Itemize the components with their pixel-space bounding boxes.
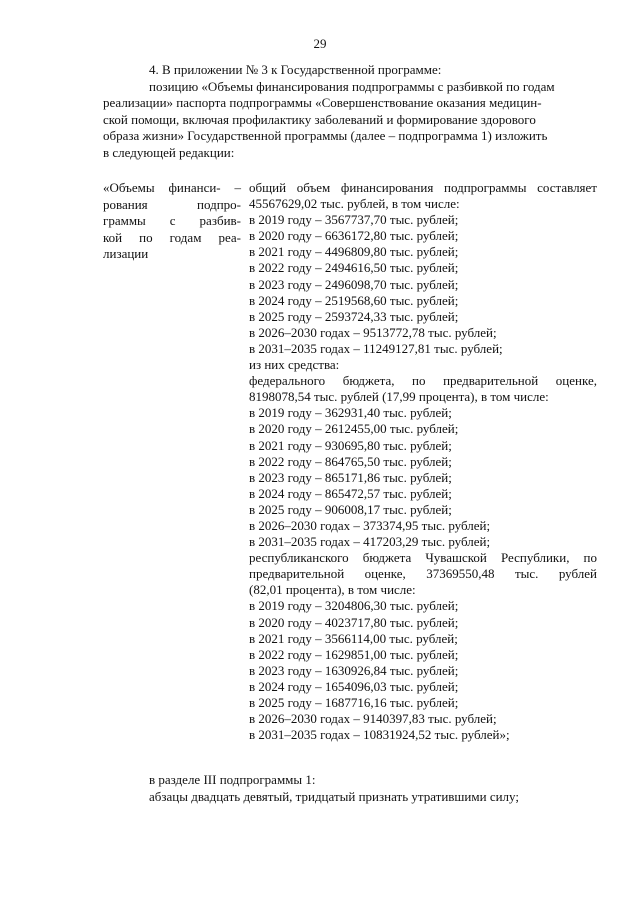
funding-line: в 2023 году – 2496098,70 тыс. рублей; <box>249 276 459 292</box>
intro-line: реализации» паспорта подпрограммы «Совершенствование оказания медицин- <box>103 95 542 110</box>
label-line: «Объемы финанси- – <box>103 180 241 195</box>
intro-line: 4. В приложении № 3 к Государственной программе: <box>149 62 442 77</box>
funding-line: (82,01 процента), в том числе: <box>249 582 416 598</box>
funding-line: в 2020 году – 2612455,00 тыс. рублей; <box>249 421 459 437</box>
funding-line: в 2025 году – 1687716,16 тыс. рублей; <box>249 695 459 710</box>
closing-line: абзацы двадцать девятый, тридцатый признать утратившими силу; <box>149 788 519 804</box>
funding-line: общий объем финансирования подпрограммы составляет <box>249 180 597 195</box>
funding-line: 8198078,54 тыс. рублей (17,99 процента), в том числе: <box>249 389 549 405</box>
funding-line: в 2025 году – 2593724,33 тыс. рублей; <box>249 308 459 324</box>
intro-line: ской помощи, включая профилактику заболеваний и формирование здорового <box>103 111 536 127</box>
funding-line: в 2025 году – 906008,17 тыс. рублей; <box>249 501 452 517</box>
funding-line: в 2023 году – 865171,86 тыс. рублей; <box>249 469 452 485</box>
funding-line: в 2021 году – 4496809,80 тыс. рублей; <box>249 244 459 260</box>
funding-line: в 2019 году – 3567737,70 тыс. рублей; <box>249 212 459 228</box>
funding-line: в 2020 году – 4023717,80 тыс. рублей; <box>249 614 459 630</box>
funding-line: в 2026–2030 годах – 9513772,78 тыс. рублей; <box>249 324 497 340</box>
funding-line: в 2031–2035 годах – 11249127,81 тыс. рублей; <box>249 340 503 356</box>
label-line: граммы с разбив- <box>103 213 241 228</box>
funding-line: в 2024 году – 865472,57 тыс. рублей; <box>249 485 452 501</box>
funding-line: в 2024 году – 2519568,60 тыс. рублей; <box>249 292 459 308</box>
funding-line: в 2024 году – 1654096,03 тыс. рублей; <box>249 678 459 694</box>
intro-line: в следующей редакции: <box>103 144 235 160</box>
funding-line: федерального бюджета, по предварительной оценке, <box>249 373 597 389</box>
funding-line: предварительной оценке, 37369550,48 тыс. рублей <box>249 566 597 582</box>
funding-line: в 2020 году – 6636172,80 тыс. рублей; <box>249 228 459 244</box>
funding-line: в 2021 году – 930695,80 тыс. рублей; <box>249 437 452 453</box>
closing-paragraph <box>149 772 599 805</box>
label-line: кой по годам реа- <box>103 229 241 245</box>
position-label <box>103 180 241 263</box>
funding-line: республиканского бюджета Чувашской Республики, по <box>249 550 597 566</box>
funding-line: в 2023 году – 1630926,84 тыс. рублей; <box>249 662 459 678</box>
funding-line: в 2022 году – 1629851,00 тыс. рублей; <box>249 646 459 662</box>
intro-line: позицию «Объемы финансирования подпрограммы с разбивкой по годам <box>149 78 555 94</box>
funding-line: в 2026–2030 годах – 373374,95 тыс. рублей; <box>249 517 491 533</box>
funding-details <box>249 180 597 743</box>
label-line: лизации <box>103 246 149 261</box>
funding-line: в 2026–2030 годах – 9140397,83 тыс. рублей; <box>249 711 497 727</box>
page-number: 29 <box>313 36 327 51</box>
funding-line: в 2019 году – 3204806,30 тыс. рублей; <box>249 598 459 614</box>
funding-line: в 2021 году – 3566114,00 тыс. рублей; <box>249 630 458 646</box>
funding-line: в 2031–2035 годах – 10831924,52 тыс. рублей»; <box>249 727 510 743</box>
closing-line: в разделе III подпрограммы 1: <box>149 772 316 787</box>
intro-paragraph <box>103 62 597 161</box>
funding-line: в 2031–2035 годах – 417203,29 тыс. рублей; <box>249 534 491 550</box>
intro-line: образа жизни» Государственной программы (далее – подпрограмма 1) изложить <box>103 128 548 143</box>
funding-line: 45567629,02 тыс. рублей, в том числе: <box>249 196 460 212</box>
funding-line: в 2019 году – 362931,40 тыс. рублей; <box>249 405 452 421</box>
funding-line: в 2022 году – 2494616,50 тыс. рублей; <box>249 260 459 276</box>
label-line: рования подпро- <box>103 196 241 212</box>
funding-line: в 2022 году – 864765,50 тыс. рублей; <box>249 453 452 469</box>
funding-line: из них средства: <box>249 357 340 373</box>
